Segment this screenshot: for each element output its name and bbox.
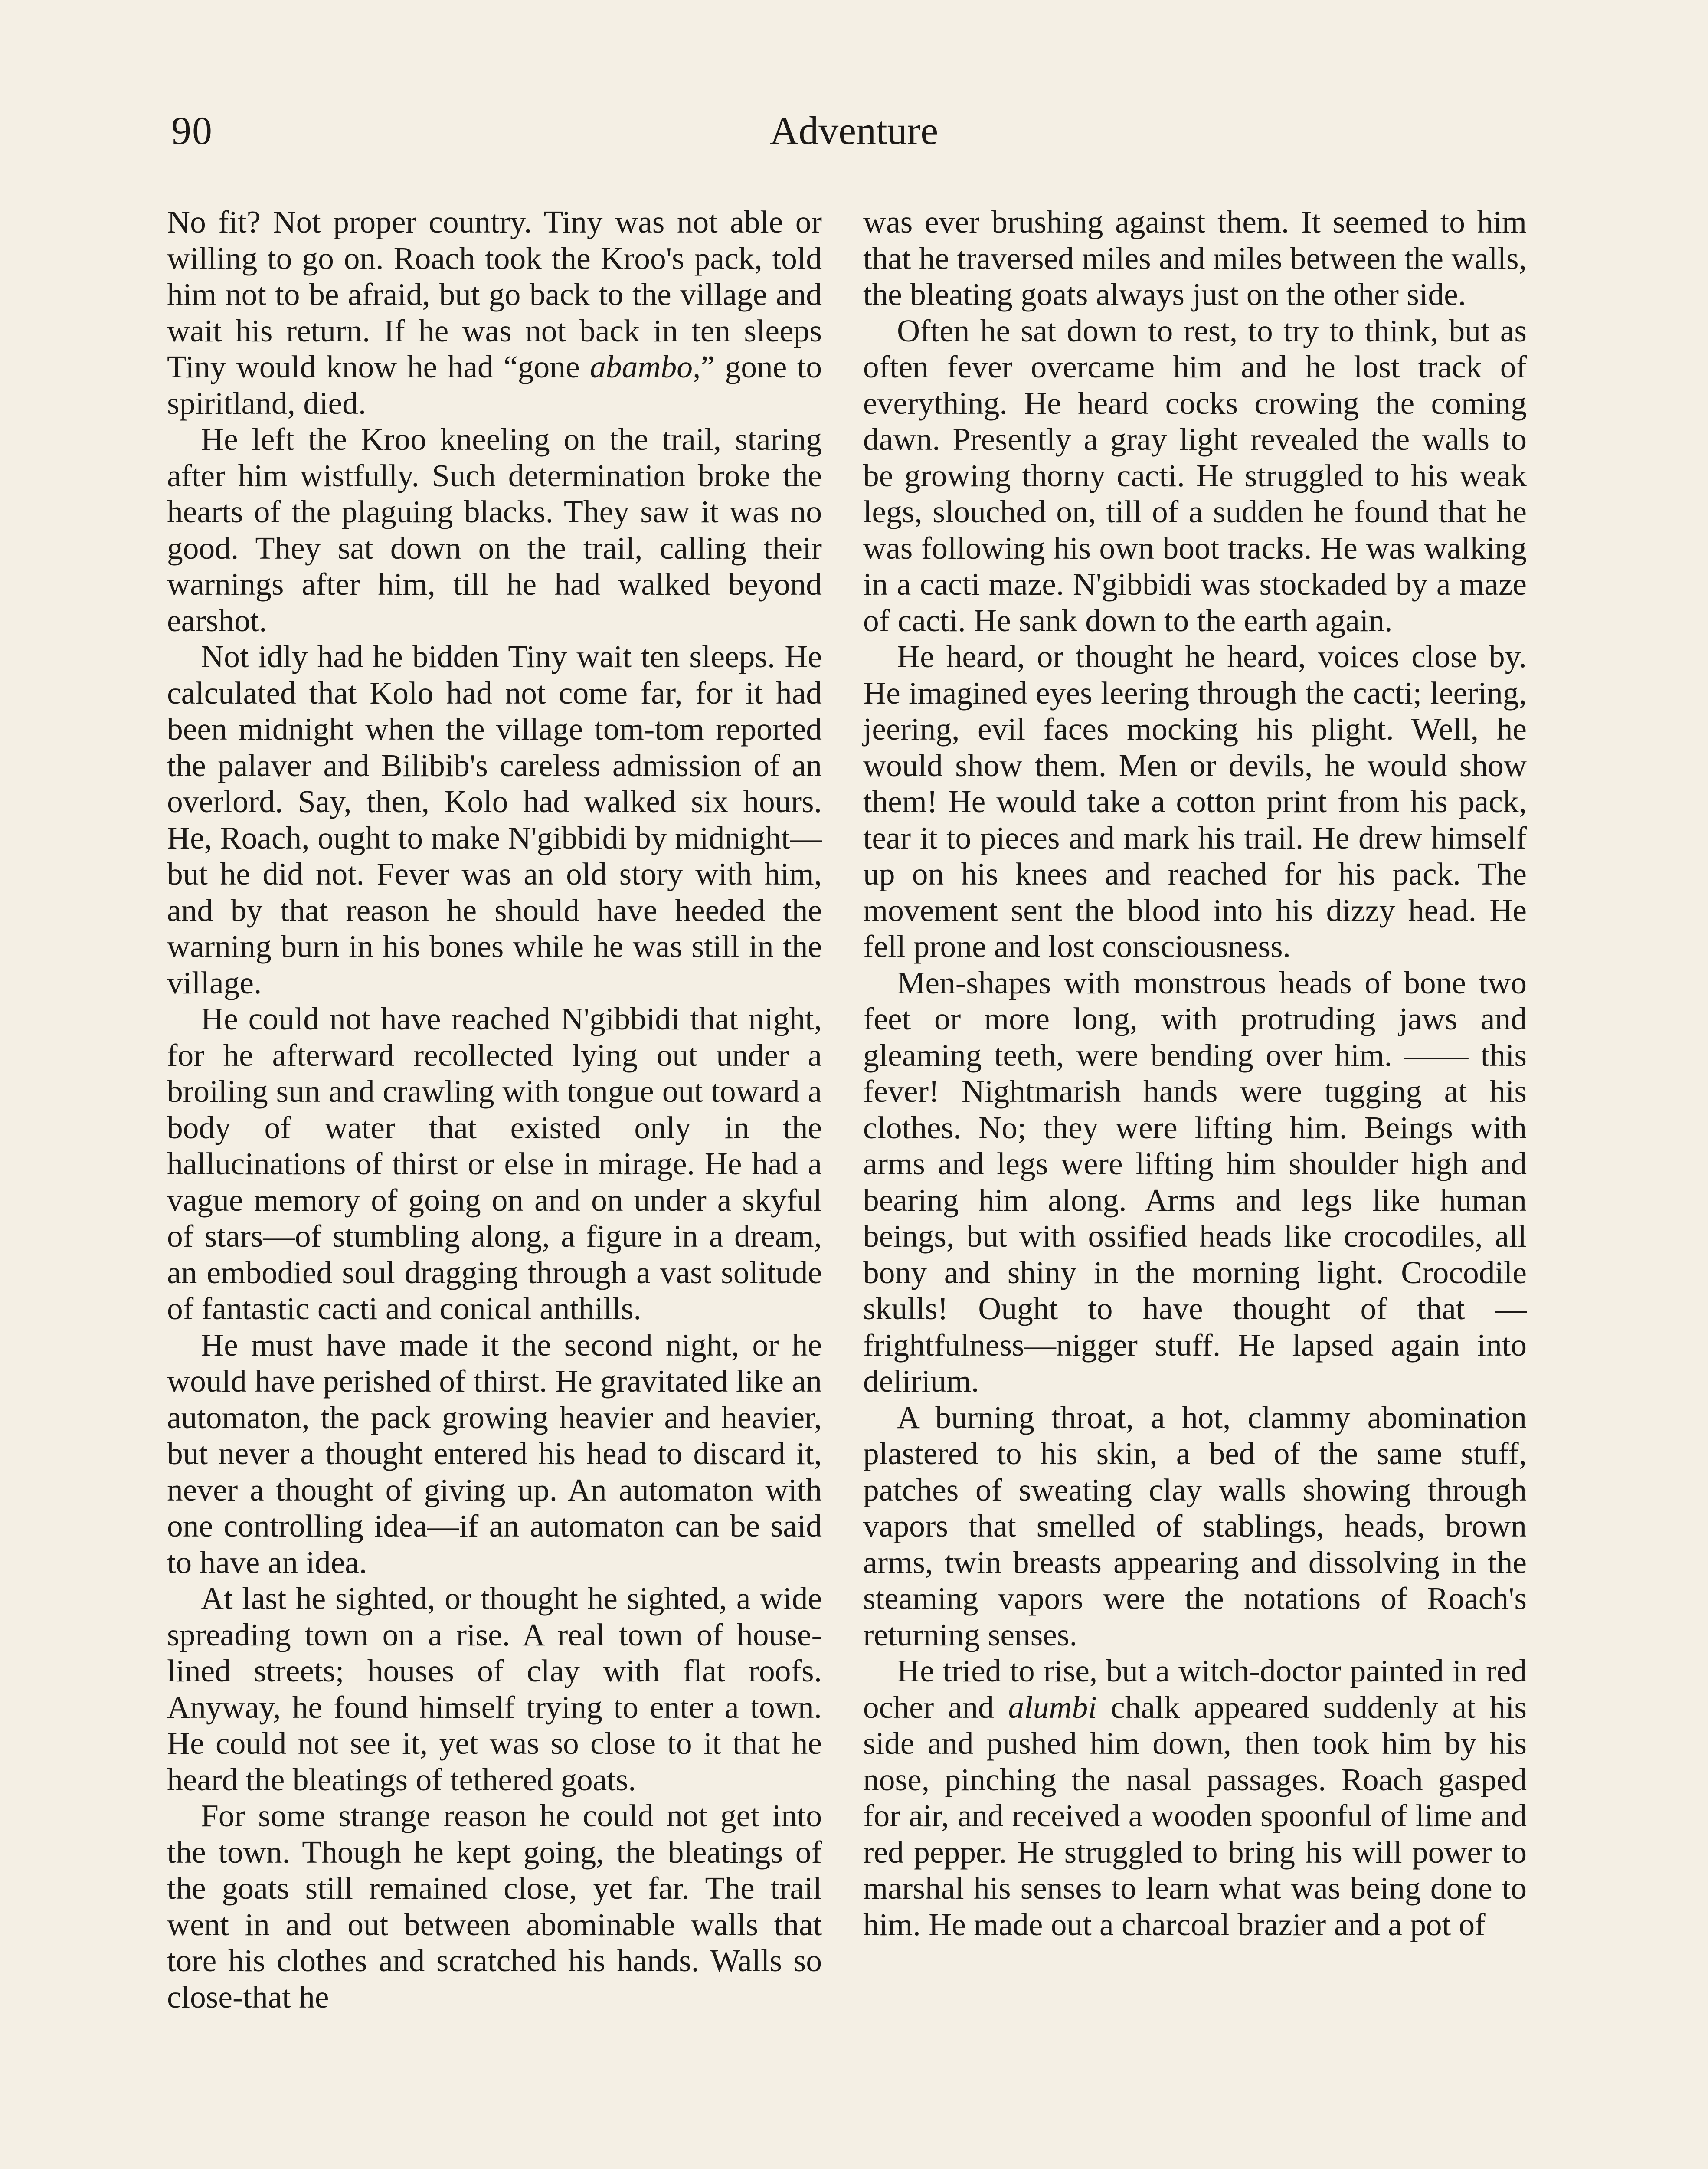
paragraph: He must have made it the second night, or he would have perished of thirst. He gravitated like an automaton, the pack growing heavier and heavier, but never a thought entered his head to discard it, never a thought of giving up. An automaton with one controlling idea—if an automaton can be said to have an idea.	[167, 1327, 822, 1580]
page-number: 90	[171, 108, 213, 153]
paragraph-text-tail: ” gone to spiritland, died.	[167, 349, 822, 421]
paragraph: was ever brushing against them. It seemed to him that he traversed miles and miles between the walls, the bleating goats always just on the other side.	[863, 204, 1527, 312]
right-column	[863, 204, 1527, 1943]
paragraph: He could not have reached N'gibbidi that night, for he afterward recollected lying out under a broiling sun and crawling with tongue out toward a body of water that existed only in the hallucinations of thirst or else in mirage. He had a vague memory of going on and on under a skyful of stars—of stumbling along, a figure in a dream, an embodied soul dragging through a vast solitude of fantastic cacti and conical anthills.	[167, 1001, 822, 1326]
paragraph: A burning throat, a hot, clammy abomination plastered to his skin, a bed of the same stuff, patches of sweating clay walls showing through vapors that smelled of stablings, heads, brown arms, twin breasts appearing and dissolving in the steaming vapors were the notations of Roach's returning senses.	[863, 1399, 1527, 1652]
left-column	[167, 204, 822, 2015]
paragraph-text: No fit? Not proper country. Tiny was not able or willing to go on. Roach took the Kroo's pack, told him not to be afraid, but go back to the village and wait his return. If he was not back in ten sleeps Tiny would know he had “gone	[167, 204, 822, 384]
italic-term: alumbi	[1008, 1689, 1097, 1725]
running-head: Adventure	[769, 108, 939, 153]
paragraph	[863, 1653, 1527, 1943]
paragraph: Not idly had he bidden Tiny wait ten sleeps. He calculated that Kolo had not come far, for it had been midnight when the village tom-tom reported the palaver and Bilibib's careless admission of an overlord. Say, then, Kolo had walked six hours. He, Roach, ought to make N'gibbidi by midnight—but he did not. Fever was an old story with him, and by that reason he should have heeded the warning burn in his bones while he was still in the village.	[167, 639, 822, 1000]
paragraph-text: He tried to rise, but a witch-doctor painted in red ocher and	[863, 1653, 1527, 1725]
paragraph-text-tail: chalk appeared suddenly at his side and pushed him down, then took him by his nose, pinching the nasal passages. Roach gasped for air, and received a wooden spoonful of lime and red pepper. He struggled to bring his will power to marshal his senses to learn what was being done to him. He made out a charcoal brazier and a pot of	[863, 1689, 1527, 1942]
italic-term: abambo,	[590, 349, 701, 384]
paragraph: He left the Kroo kneeling on the trail, staring after him wistfully. Such determination broke the hearts of the plaguing blacks. They saw it was no good. They sat down on the trail, calling their warnings after him, till he had walked beyond earshot.	[167, 422, 822, 638]
paragraph: At last he sighted, or thought he sighted, a wide spreading town on a rise. A real town of house-lined streets; houses of clay with flat roofs. Anyway, he found himself trying to enter a town. He could not see it, yet was so close to it that he heard the bleatings of tethered goats.	[167, 1581, 822, 1797]
paragraph: Often he sat down to rest, to try to think, but as often fever overcame him and he lost track of everything. He heard cocks crowing the coming dawn. Presently a gray light revealed the walls to be growing thorny cacti. He struggled to his weak legs, slouched on, till of a sudden he found that he was following his own boot tracks. He was walking in a cacti maze. N'gibbidi was stockaded by a maze of cacti. He sank down to the earth again.	[863, 313, 1527, 638]
paragraph: For some strange reason he could not get into the town. Though he kept going, the bleatings of the goats still remained close, yet far. The trail went in and out between abominable walls that tore his clothes and scratched his hands. Walls so close-that he	[167, 1798, 822, 2015]
paragraph	[167, 204, 822, 421]
paragraph: Men-shapes with monstrous heads of bone two feet or more long, with protruding jaws and gleaming teeth, were bending over him. —— this fever! Nightmarish hands were tugging at his clothes. No; they were lifting him. Beings with arms and legs were lifting him shoulder high and bearing him along. Arms and legs like human beings, but with ossified heads like crocodiles, all bony and shiny in the morning light. Crocodile skulls! Ought to have thought of that —frightfulness—nigger stuff. He lapsed again into delirium.	[863, 965, 1527, 1399]
paragraph: He heard, or thought he heard, voices close by. He imagined eyes leering through the cacti; leering, jeering, evil faces mocking his plight. Well, he would show them. Men or devils, he would show them! He would take a cotton print from his pack, tear it to pieces and mark his trail. He drew himself up on his knees and reached for his pack. The movement sent the blood into his dizzy head. He fell prone and lost consciousness.	[863, 639, 1527, 964]
